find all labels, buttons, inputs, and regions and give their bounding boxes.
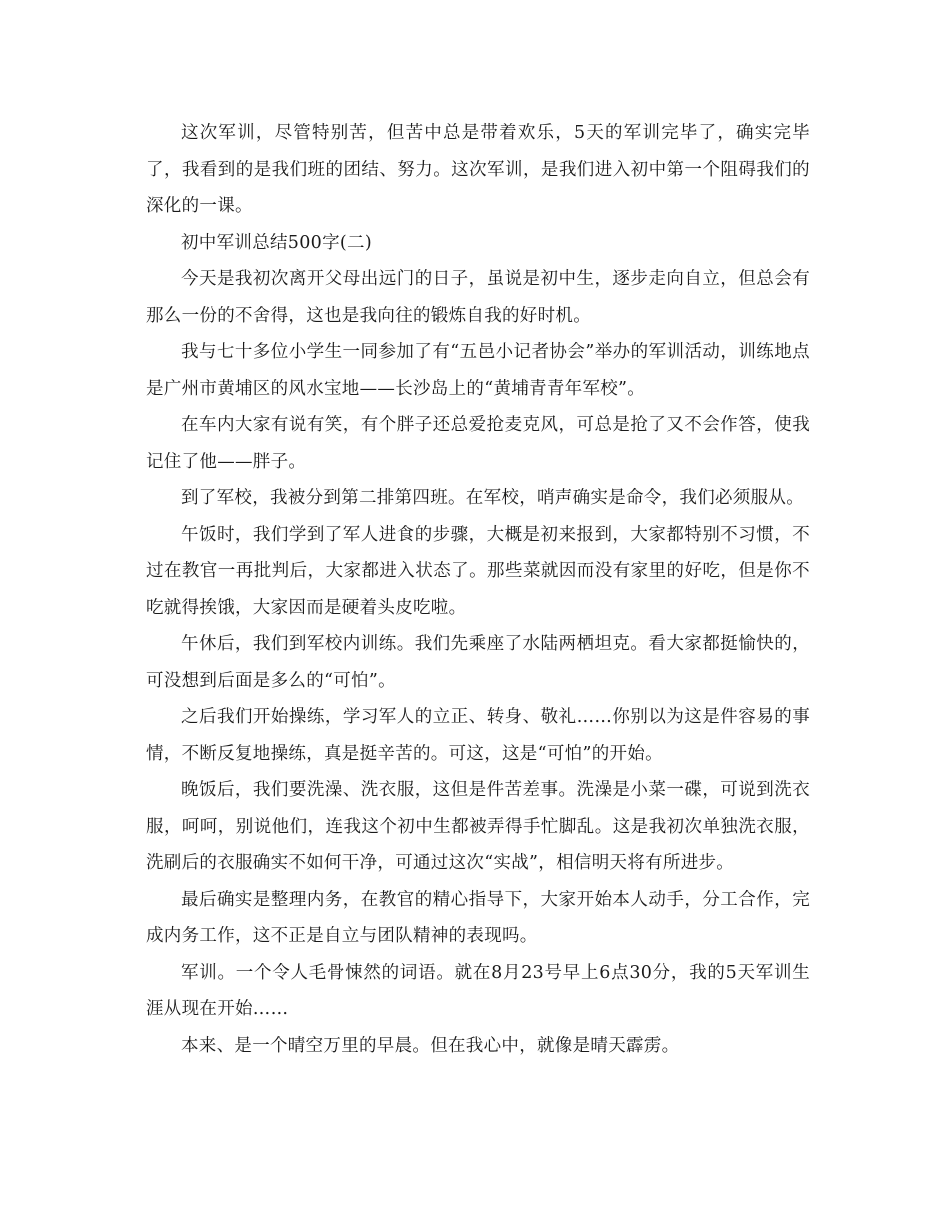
document-body [146, 115, 810, 1064]
paragraph: 最后确实是整理内务，在教官的精心指导下，大家开始本人动手，分工合作，完成内务工作，这不正是自立与团队精神的表现吗。 [146, 889, 810, 946]
paragraph: 本来、是一个晴空万里的早晨。但在我心中，就像是晴天霹雳。 [181, 1035, 680, 1056]
paragraph: 午饭时，我们学到了军人进食的步骤，大概是初来报到，大家都特别不习惯，不过在教官一再批判后，大家都进入状态了。那些菜就因而没有家里的好吃，但是你不吃就得挨饿，大家因而是硬着头皮吃啦。 [146, 524, 810, 618]
paragraph: 到了军校，我被分到第二排第四班。在军校，哨声确实是命令，我们必须服从。 [181, 488, 804, 508]
paragraph: 军训。一个令人毛骨悚然的词语。就在8月23号早上6点30分，我的5天军训生涯从现在开始…… [146, 962, 810, 1019]
section-heading: 初中军训总结500字(二) [181, 232, 372, 253]
paragraph: 我与七十多位小学生一同参加了有“五邑小记者协会”举办的军训活动，训练地点是广州市黄埔区的风水宝地——长沙岛上的“黄埔青青年军校”。 [146, 342, 810, 399]
paragraph: 之后我们开始操练，学习军人的立正、转身、敬礼……你别以为这是件容易的事情，不断反复地操练，真是挺辛苦的。可这，这是“可怕”的开始。 [146, 707, 810, 764]
paragraph: 晚饭后，我们要洗澡、洗衣服，这但是件苦差事。洗澡是小菜一碟，可说到洗衣服，呵呵，别说他们，连我这个初中生都被弄得手忙脚乱。这是我初次单独洗衣服，洗刷后的衣服确实不如何干净，可通过这次“实战”，相信明天将有所进步。 [146, 780, 810, 873]
paragraph: 今天是我初次离开父母出远门的日子，虽说是初中生，逐步走向自立，但总会有那么一份的不舍得，这也是我向往的锻炼自我的好时机。 [146, 269, 810, 326]
paragraph: 午休后，我们到军校内训练。我们先乘座了水陆两栖坦克。看大家都挺愉快的，可没想到后面是多么的“可怕”。 [146, 634, 810, 691]
paragraph: 这次军训，尽管特别苦，但苦中总是带着欢乐，5天的军训完毕了，确实完毕了，我看到的是我们班的团结、努力。这次军训，是我们进入初中第一个阻碍我们的深化的一课。 [146, 123, 810, 216]
paragraph: 在车内大家有说有笑，有个胖子还总爱抢麦克风，可总是抢了又不会作答，使我记住了他——胖子。 [146, 415, 810, 472]
